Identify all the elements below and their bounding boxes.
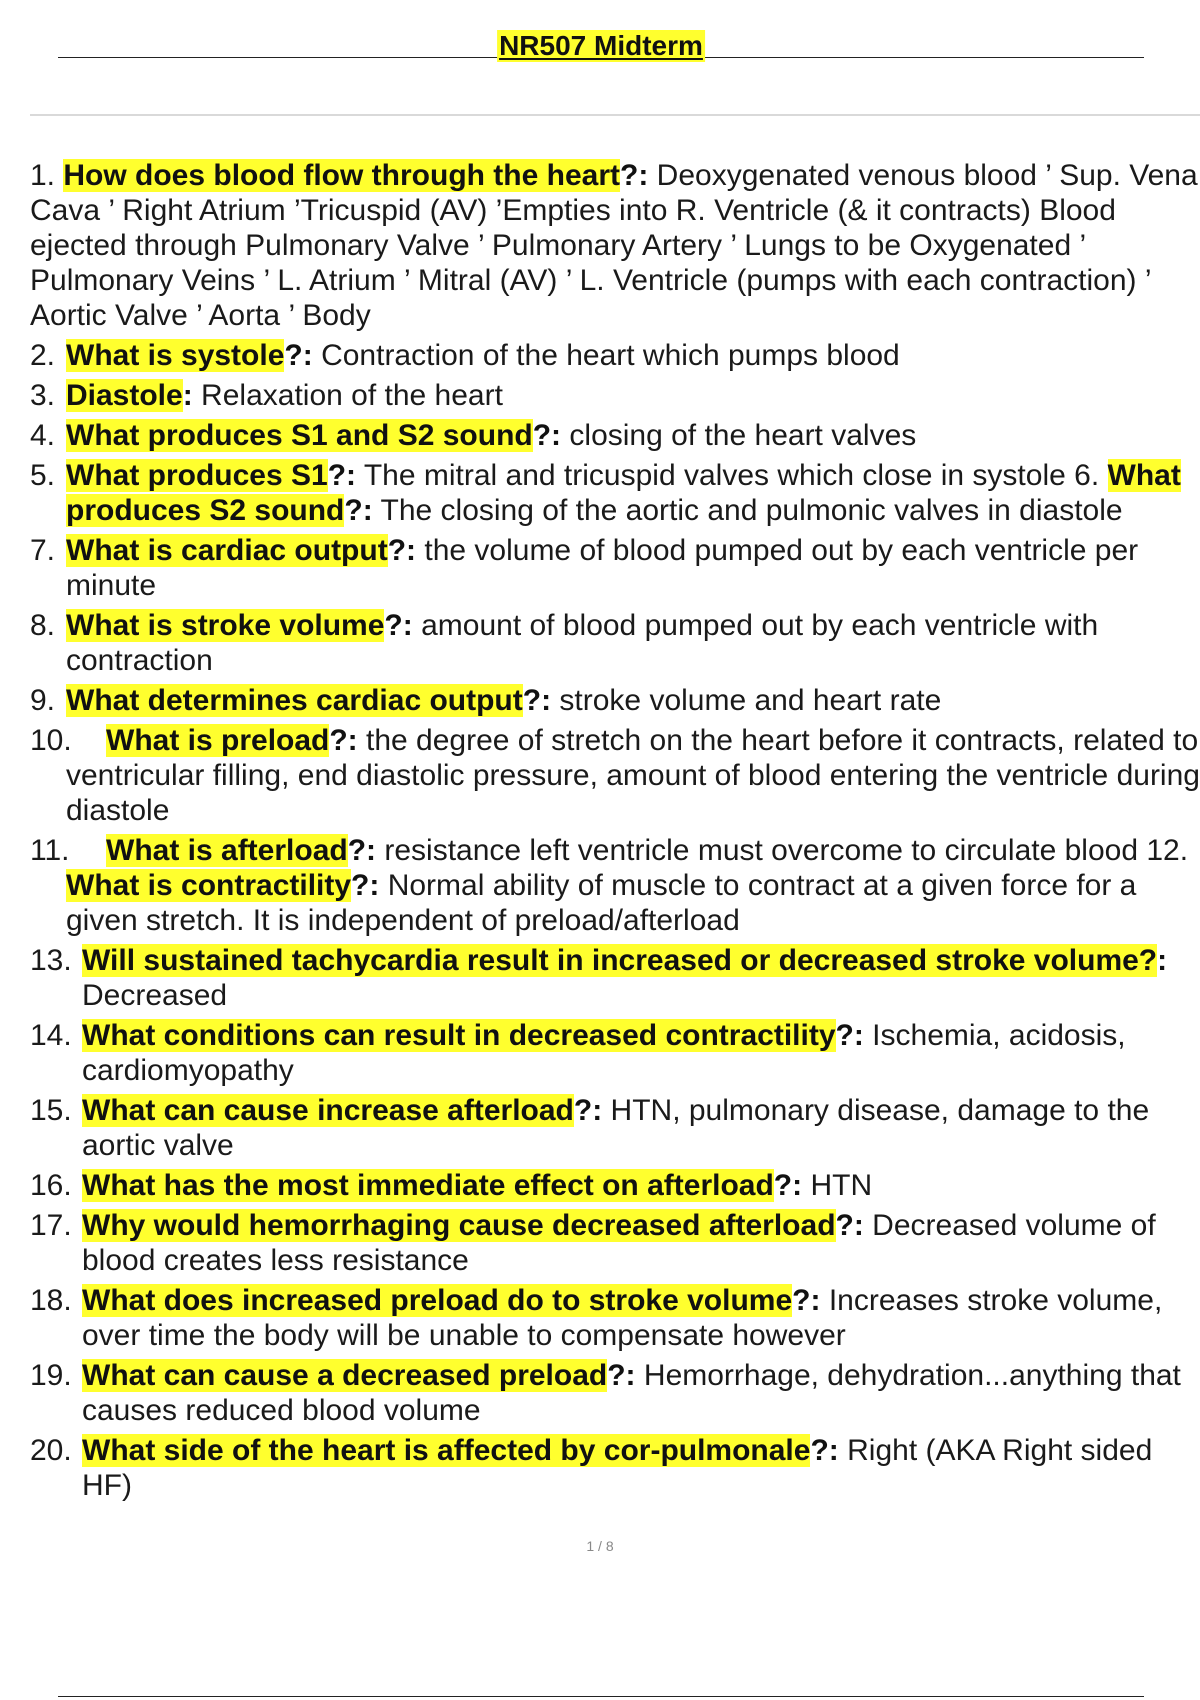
- question: What produces S1: [66, 459, 328, 492]
- question: What can cause increase afterload: [82, 1094, 574, 1127]
- question: What is stroke volume: [66, 609, 385, 642]
- answer: Right (AKA Right sided HF): [82, 1434, 1153, 1502]
- list-item: [30, 1283, 1200, 1353]
- question-separator: ?:: [327, 459, 357, 492]
- question: What produces S1 and S2 sound: [66, 419, 533, 452]
- item-number: 8.: [30, 609, 56, 642]
- answer: resistance left ventricle must overcome to circulate blood: [376, 834, 1139, 867]
- question-separator: ?:: [573, 1094, 603, 1127]
- item-number: 16.: [30, 1169, 72, 1202]
- question: What side of the heart is affected by cor-pulmonale: [82, 1434, 811, 1467]
- answer: Increases stroke volume, over time the body will be unable to compensate however: [82, 1284, 1163, 1352]
- list-item: [30, 1093, 1200, 1163]
- list-item: [30, 723, 1200, 828]
- question: What has the most immediate effect on afterload: [82, 1169, 774, 1202]
- item-number: 18.: [30, 1284, 72, 1317]
- answer: stroke volume and heart rate: [551, 684, 942, 717]
- question-separator: ?:: [344, 494, 373, 527]
- question-separator: ?:: [284, 339, 313, 372]
- question-separator: ?:: [387, 534, 417, 567]
- answer: Hemorrhage, dehydration...anything that causes reduced blood volume: [82, 1359, 1181, 1427]
- item-number: 4.: [30, 419, 56, 452]
- item-number: 1.: [30, 159, 56, 192]
- item-number: 14.: [30, 1019, 72, 1052]
- question: Diastole: [66, 379, 183, 412]
- item-number: 7.: [30, 534, 56, 567]
- answer: Decreased: [82, 979, 228, 1012]
- question-separator: ?:: [532, 419, 562, 452]
- answer: HTN: [802, 1169, 873, 1202]
- item-number: 2.: [30, 339, 56, 372]
- list-item: [30, 458, 1200, 528]
- answer: the degree of stretch on the heart before it contracts, related to ventricular filling, end diastolic pressure, amount of blood entering the ventricle during diastole: [66, 724, 1200, 827]
- answer: Contraction of the heart which pumps blood: [312, 339, 900, 372]
- list-item: [30, 378, 1200, 413]
- qa-list: [30, 158, 1200, 1508]
- question-separator: ?:: [607, 1359, 636, 1392]
- answer: closing of the heart valves: [561, 419, 917, 452]
- list-item: [30, 418, 1200, 453]
- question: What is cardiac output: [66, 534, 388, 567]
- question: What is preload: [106, 724, 330, 757]
- list-item: [30, 683, 1200, 718]
- question-separator: ?:: [773, 1169, 803, 1202]
- item-number: 13.: [30, 944, 72, 977]
- item-number: 15.: [30, 1094, 72, 1127]
- question-separator: :: [182, 379, 193, 412]
- question-separator: ?:: [620, 159, 649, 192]
- answer: Relaxation of the heart: [192, 379, 503, 412]
- item-number: 3.: [30, 379, 56, 412]
- list-item: [30, 1168, 1200, 1203]
- item-number: 19.: [30, 1359, 72, 1392]
- page-number: 1 / 8: [586, 1538, 614, 1554]
- list-item: [30, 1018, 1200, 1088]
- list-item: [30, 158, 1200, 333]
- list-item: [30, 608, 1200, 678]
- answer: the volume of blood pumped out by each ventricle per minute: [66, 534, 1139, 602]
- question: Why would hemorrhaging cause decreased afterload: [82, 1209, 836, 1242]
- item-number: 17.: [30, 1209, 72, 1242]
- item-number: 20.: [30, 1434, 72, 1467]
- question: What conditions can result in decreased contractility: [82, 1019, 836, 1052]
- item-number: 11.: [30, 834, 70, 867]
- header-separator: [30, 114, 1200, 116]
- question: What can cause a decreased preload: [82, 1359, 608, 1392]
- question: What is afterload: [106, 834, 348, 867]
- item-number: 5.: [30, 459, 56, 492]
- item-number: 12.: [1146, 834, 1189, 867]
- question-separator: ?:: [522, 684, 552, 717]
- answer: Normal ability of muscle to contract at a given force for a given stretch. It is independent of preload/afterload: [66, 869, 1137, 937]
- question-separator: ?:: [835, 1019, 864, 1052]
- question-separator: ?:: [384, 609, 413, 642]
- question: How does blood flow through the heart: [63, 159, 621, 192]
- question-separator: ?:: [347, 834, 377, 867]
- question: Will sustained tachycardia result in increased or decreased stroke volume?: [82, 944, 1158, 977]
- question-separator: :: [1157, 944, 1168, 977]
- list-item: [30, 1358, 1200, 1428]
- question: What does increased preload do to stroke volume: [82, 1284, 793, 1317]
- list-item: [30, 338, 1200, 373]
- question-separator: ?:: [329, 724, 358, 757]
- question: What determines cardiac output: [66, 684, 523, 717]
- answer: HTN, pulmonary disease, damage to the aortic valve: [82, 1094, 1150, 1162]
- answer: The mitral and tricuspid valves which close in systole 6.: [356, 459, 1100, 492]
- list-item: [30, 943, 1200, 1013]
- list-item: [30, 1208, 1200, 1278]
- answer: Deoxygenated venous blood ’ Sup. Vena Cava ’ Right Atrium ’Tricuspid (AV) ’Empties into R. Ventricle (& it contracts) Blood ejected through Pulmonary Valve ’ Pulmonary Artery ’ Lungs to be Oxygenated ’ Pulmonary Veins ’ L. Atrium ’ Mitral (AV) ’ L. Ventricle (pumps with each contraction) ’ Aortic Valve ’ Aorta ’ Body: [30, 159, 1198, 332]
- question-separator: ?:: [792, 1284, 821, 1317]
- title-block: [58, 28, 1144, 68]
- answer: Ischemia, acidosis, cardiomyopathy: [82, 1019, 1126, 1087]
- answer: The closing of the aortic and pulmonic valves in diastole: [372, 494, 1123, 527]
- list-item: [30, 1433, 1200, 1503]
- question-separator: ?:: [351, 869, 380, 902]
- question: What is systole: [66, 339, 285, 372]
- answer: amount of blood pumped out by each ventricle with contraction: [66, 609, 1099, 677]
- document-title: NR507 Midterm: [499, 30, 703, 61]
- list-item: [30, 833, 1200, 938]
- question: What is contractility: [66, 869, 352, 902]
- item-number: 10.: [30, 724, 72, 757]
- question-separator: ?:: [835, 1209, 864, 1242]
- footer-rule: [58, 1696, 1144, 1697]
- item-number: 9.: [30, 684, 56, 717]
- question-separator: ?:: [810, 1434, 839, 1467]
- answer: Decreased volume of blood creates less resistance: [82, 1209, 1156, 1277]
- list-item: [30, 533, 1200, 603]
- question: What produces S2 sound: [66, 459, 1181, 527]
